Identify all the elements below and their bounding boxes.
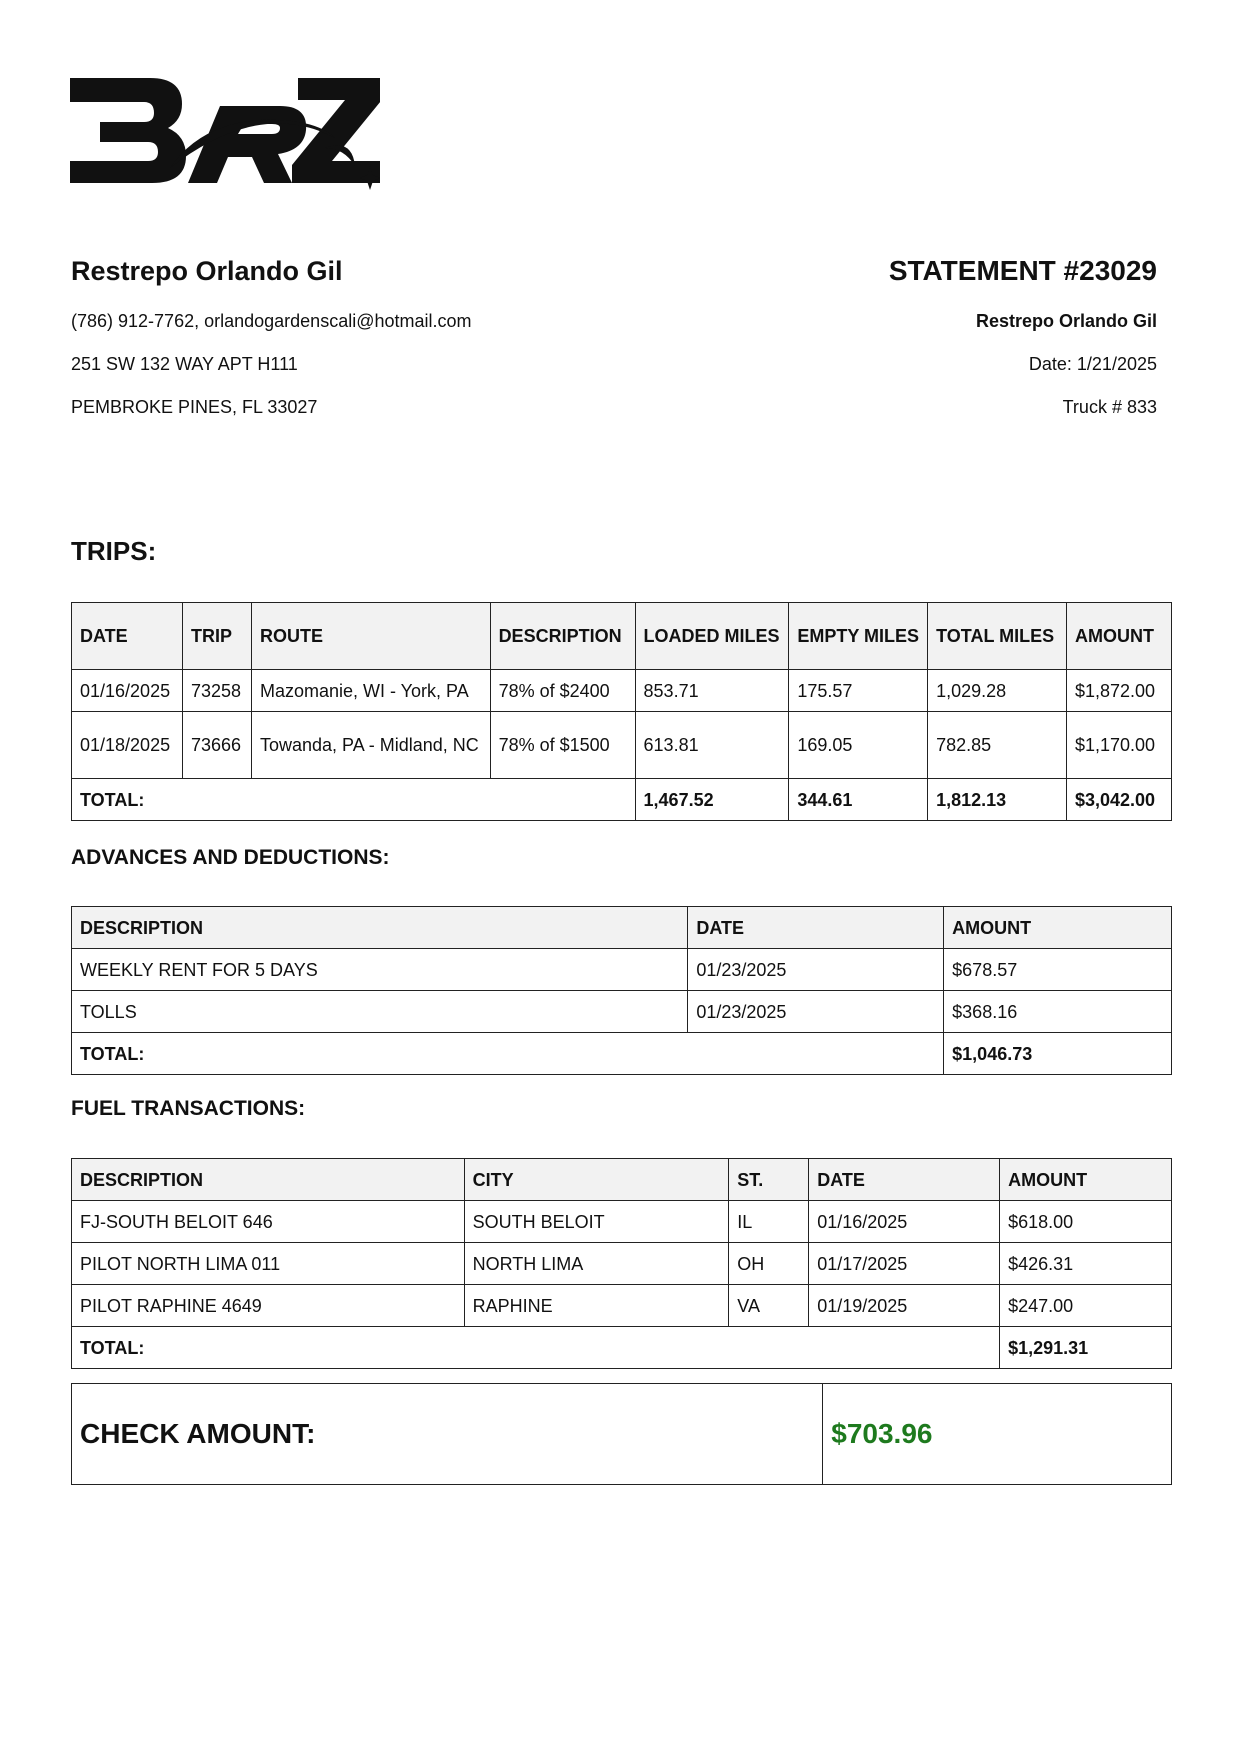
driver-info [71, 250, 671, 418]
col-description: DESCRIPTION [490, 603, 635, 670]
col-state: ST. [729, 1159, 809, 1201]
statement-header [71, 250, 1157, 440]
cell: RAPHINE [464, 1285, 729, 1327]
cell: $1,872.00 [1066, 670, 1171, 712]
truck-number: Truck # 833 [1062, 397, 1157, 417]
total-amount: $3,042.00 [1066, 779, 1171, 821]
cell: 01/19/2025 [809, 1285, 1000, 1327]
cell: $678.57 [944, 949, 1172, 991]
driver-contact: (786) 912-7762, orlandogardenscali@hotmail.com [71, 311, 472, 331]
cell: $426.31 [1000, 1243, 1172, 1285]
statement-name: Restrepo Orlando Gil [975, 311, 1157, 331]
fuel-title: FUEL TRANSACTIONS: [71, 1097, 306, 1120]
col-amount: AMOUNT [1066, 603, 1171, 670]
cell: TOLLS [72, 991, 688, 1033]
col-loaded-miles: LOADED MILES [635, 603, 789, 670]
advances-title: ADVANCES AND DEDUCTIONS: [71, 846, 390, 869]
table-row [72, 712, 1172, 779]
cell: Mazomanie, WI - York, PA [251, 670, 490, 712]
col-date: DATE [72, 603, 183, 670]
cell: WEEKLY RENT FOR 5 DAYS [72, 949, 688, 991]
cell: 78% of $2400 [490, 670, 635, 712]
col-empty-miles: EMPTY MILES [789, 603, 928, 670]
col-route: ROUTE [251, 603, 490, 670]
cell: 175.57 [789, 670, 928, 712]
cell: 01/17/2025 [809, 1243, 1000, 1285]
statement-title: STATEMENT #23029 [888, 255, 1157, 286]
total-label: TOTAL: [72, 779, 636, 821]
col-amount: AMOUNT [944, 907, 1172, 949]
col-trip: TRIP [182, 603, 251, 670]
cell: PILOT RAPHINE 4649 [72, 1285, 465, 1327]
table-header-row [72, 907, 1172, 949]
cell: 782.85 [928, 712, 1067, 779]
total-empty-miles: 344.61 [789, 779, 928, 821]
driver-address-line-1: 251 SW 132 WAY APT H111 [71, 354, 298, 374]
table-row [72, 1285, 1172, 1327]
cell: 73258 [182, 670, 251, 712]
table-row [72, 1243, 1172, 1285]
trips-title: TRIPS: [71, 536, 157, 566]
cell: 613.81 [635, 712, 789, 779]
statement-info [677, 250, 1157, 418]
cell: $1,170.00 [1066, 712, 1171, 779]
col-city: CITY [464, 1159, 729, 1201]
check-amount-box [71, 1383, 1172, 1485]
trips-table [71, 602, 1172, 821]
total-row [72, 779, 1172, 821]
cell: Towanda, PA - Midland, NC [251, 712, 490, 779]
cell: 01/18/2025 [72, 712, 183, 779]
cell: 01/23/2025 [688, 991, 944, 1033]
col-total-miles: TOTAL MILES [928, 603, 1067, 670]
col-date: DATE [688, 907, 944, 949]
cell: SOUTH BELOIT [464, 1201, 729, 1243]
total-label: TOTAL: [72, 1033, 944, 1075]
total-miles: 1,812.13 [928, 779, 1067, 821]
total-loaded-miles: 1,467.52 [635, 779, 789, 821]
col-date: DATE [809, 1159, 1000, 1201]
cell: VA [729, 1285, 809, 1327]
table-row [72, 1201, 1172, 1243]
total-label: TOTAL: [72, 1327, 1000, 1369]
fuel-table [71, 1158, 1172, 1369]
cell: NORTH LIMA [464, 1243, 729, 1285]
table-header-row [72, 1159, 1172, 1201]
col-amount: AMOUNT [1000, 1159, 1172, 1201]
cell: 73666 [182, 712, 251, 779]
cell: 1,029.28 [928, 670, 1067, 712]
check-row [72, 1384, 1172, 1485]
driver-name: Restrepo Orlando Gil [71, 256, 343, 286]
cell: 853.71 [635, 670, 789, 712]
cell: $368.16 [944, 991, 1172, 1033]
total-row [72, 1033, 1172, 1075]
table-row [72, 670, 1172, 712]
col-description: DESCRIPTION [72, 1159, 465, 1201]
check-amount-value: $703.96 [823, 1384, 1172, 1485]
total-amount: $1,046.73 [944, 1033, 1172, 1075]
table-row [72, 949, 1172, 991]
cell: $618.00 [1000, 1201, 1172, 1243]
total-row [72, 1327, 1172, 1369]
cell: 01/16/2025 [72, 670, 183, 712]
total-amount: $1,291.31 [1000, 1327, 1172, 1369]
cell: 01/23/2025 [688, 949, 944, 991]
statement-date: Date: 1/21/2025 [1028, 354, 1157, 374]
cell: PILOT NORTH LIMA 011 [72, 1243, 465, 1285]
cell: $247.00 [1000, 1285, 1172, 1327]
check-amount-label: CHECK AMOUNT: [72, 1384, 823, 1485]
driver-address-line-2: PEMBROKE PINES, FL 33027 [71, 397, 318, 417]
table-header-row [72, 603, 1172, 670]
cell: 169.05 [789, 712, 928, 779]
cell: 01/16/2025 [809, 1201, 1000, 1243]
cell: 78% of $1500 [490, 712, 635, 779]
cell: IL [729, 1201, 809, 1243]
company-logo [70, 78, 380, 193]
table-row [72, 991, 1172, 1033]
col-description: DESCRIPTION [72, 907, 688, 949]
cell: FJ-SOUTH BELOIT 646 [72, 1201, 465, 1243]
cell: OH [729, 1243, 809, 1285]
advances-table [71, 906, 1172, 1075]
